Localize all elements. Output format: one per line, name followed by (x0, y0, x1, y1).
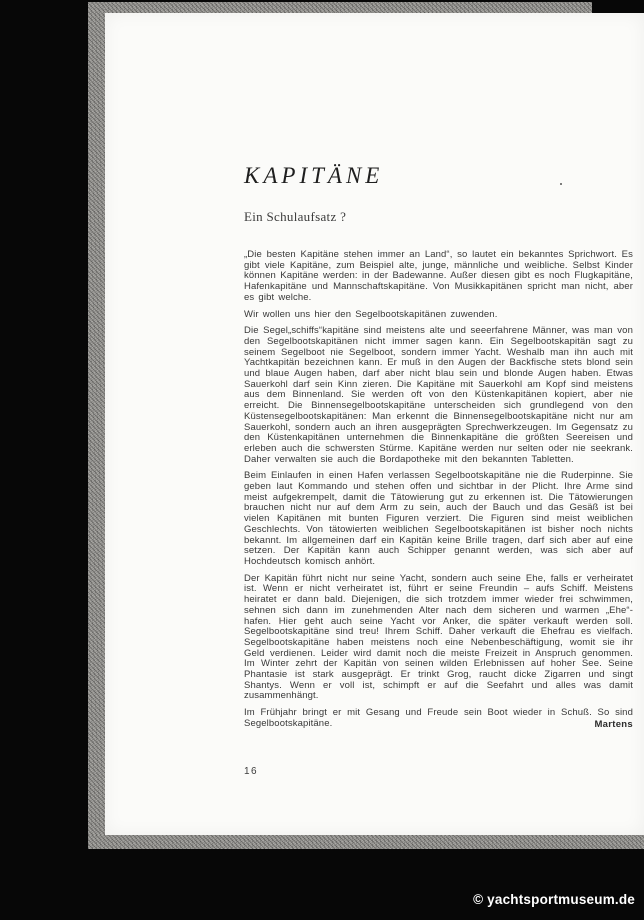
essay-paragraph: „Die besten Kapitäne stehen immer an Land“, so lautet ein bekanntes Sprichwort. Es gibt viele Kapitäne, zum Beispiel alte, junge, männliche und weibliche. Selbst Kinder können Kapitäne werden: in der Badewanne. Außer diesen gibt es noch Flugkapitäne, Hafenkapitäne und Mannschaftskapitäne. Von Musikkapitänen spricht man nicht, aber es gibt welche. (244, 249, 633, 303)
scan-speck (560, 183, 562, 185)
page-edge-left (88, 2, 105, 848)
essay-paragraph: Im Frühjahr bringt er mit Gesang und Freude sein Boot wieder in Schuß. So sind Segelbootskapitäne. (244, 707, 633, 729)
essay-paragraph: Die Segel„schiffs“kapitäne sind meistens alte und seeerfahrene Männer, was man von den Segelbootskapitänen nicht immer sagen kann. Ein Segelbootskapitän sagt zu seinem Segelboot nie Segelboot, sondern immer Yacht. Weshalb man ihn auch mit Yachtkapitän bezeichnen kann. Er muß in den Augen der Backfische stets blond sein und blaue Augen haben, darf aber nicht blau sein und blonde Augen haben. Etwas Sauerkohl darf sein Kinn zieren. Die Kapitäne mit Sauerkohl am Kopf sind meistens aus dem Binnenland. Sie werden oft von den Küstenkapitänen kopiert, aber nie erreicht. Die Binnensegelbootskapitäne unterscheiden sich grundlegend von den Küstensegelbootskapitänen: Man erkennt die Binnensegelbootskapitäne nicht nur am Sauerkohl, sondern auch an ihren ausgeprägten Sprechwerkzeugen. Im Gegensatz zu den Küstenkapitänen unternehmen die Binnenkapitäne die größten Seereisen und erleben auch die schwersten Stürme. Kapitäne werden nur selten oder nie seekrank. Daher verwalten sie auch die Bordapotheke mit den bekannten Tabletten. (244, 325, 633, 465)
essay-paragraph: Wir wollen uns hier den Segelbootskapitänen zuwenden. (244, 308, 498, 320)
author-signature: Martens (594, 718, 633, 730)
essay-paragraph: Beim Einlaufen in einen Hafen verlassen Segelbootskapitäne nie die Ruderpinne. Sie geben laut Kommando und stehen offen und sichtbar in der Plicht. Ihre Arme sind meist aufgekrempelt, damit die Tätowierung gut zu erkennen ist. Die Tätowierungen brauchen nicht nur auf dem Arm zu sein, auch der Bauch und das Gesäß ist bei vielen Kapitänen mit bunten Figuren verziert. Die Figuren sind meist weiblichen Geschlechts. Von tätowierten weiblichen Segelbootskapitänen ist bisher noch nichts bekannt. Im allgemeinen darf ein Kapitän keine Brille tragen, darf sich aber auf eine setzen. Der Kapitän kann auch Schipper genannt werden, was sich aber auf Hochdeutsch komisch anhört. (244, 470, 633, 567)
page-number: 16 (244, 766, 259, 777)
essay-paragraph: Der Kapitän führt nicht nur seine Yacht, sondern auch seine Ehe, falls er verheiratet ist. Wenn er nicht verheiratet ist, führt er seine Freundin – aufs Schiff. Meistens heiratet er dann bald. Diejenigen, die sich trotzdem immer wieder frei schwimmen, sehnen sich dann im zunehmenden Alter nach dem sicheren und warmen „Ehe“-hafen. Hier geht auch seine Yacht vor Anker, die später verkauft werden soll. Segelbootskapitäne sind treu! Ihrem Schiff. Daher verkauft die Ehefrau es vielfach. Segelbootskapitäne haben meistens noch eine Nebenbeschäftigung, womit sie ihr Geld verdienen. Leider wird damit noch die meiste Freizeit in Anspruch genommen. Im Winter zehrt der Kapitän von seinen wilden Erlebnissen auf hoher See. Seine Phantasie ist stark ausgeprägt. Er trinkt Grog, raucht dicke Zigarren und singt Shantys. Wenn er voll ist, schimpft er auf die Seefahrt und alles was damit zusammenhängt. (244, 572, 633, 702)
book-page (105, 13, 644, 835)
page-edge-bottom (88, 835, 644, 849)
page-subtitle: Ein Schulaufsatz ? (244, 209, 347, 224)
essay-closing-block (244, 708, 633, 729)
watermark: © yachtsportmuseum.de (473, 892, 635, 907)
page-edge-top (88, 2, 592, 13)
essay-body (244, 250, 633, 736)
page-title: KAPITÄNE (244, 163, 384, 188)
